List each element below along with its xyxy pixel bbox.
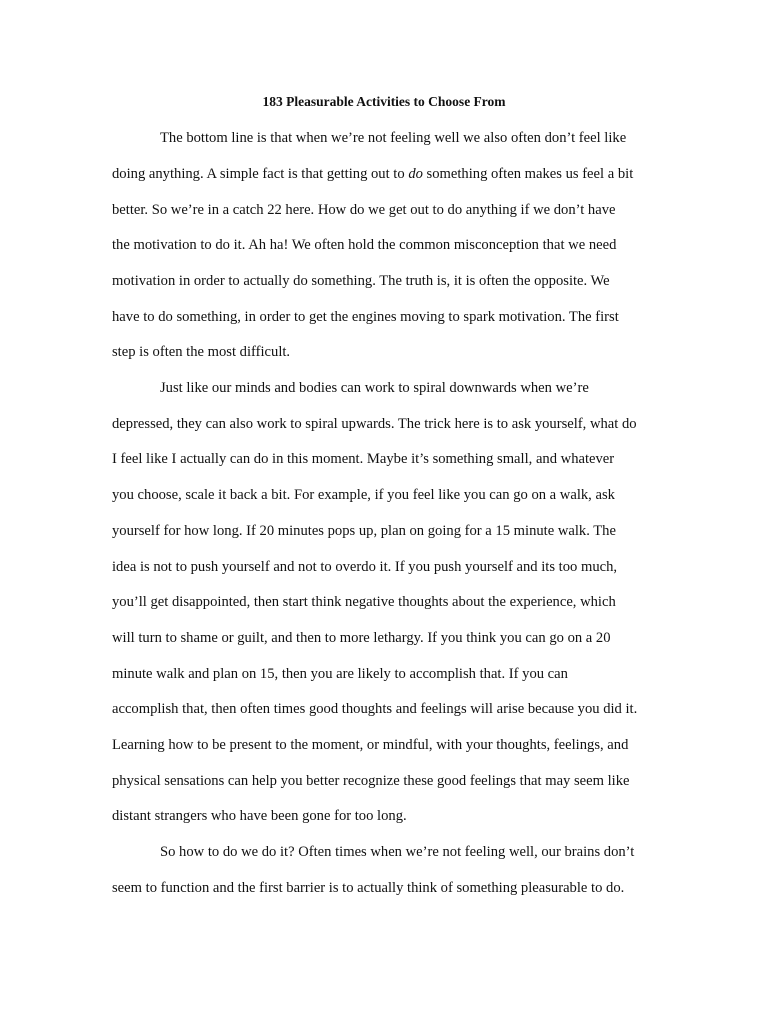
text-line: the motivation to do it. Ah ha! We often hold the common misconception that we need [112,237,617,253]
text-line: minute walk and plan on 15, then you are likely to accomplish that. If you can [112,666,568,682]
text-line: idea is not to push yourself and not to overdo it. If you push yourself and its too much, [112,559,618,575]
text-line: I feel like I actually can do in this moment. Maybe it’s something small, and whatever [112,451,615,467]
text-line: Just like our minds and bodies can work to spiral downwards when we’re [160,380,589,396]
text-line: will turn to shame or guilt, and then to more lethargy. If you think you can go on a 20 [112,630,611,646]
text-line: better. So we’re in a catch 22 here. How do we get out to do anything if we don’t have [112,202,616,218]
text-line: So how to do we do it? Often times when we’re not feeling well, our brains don’t [160,844,635,860]
text-line: depressed, they can also work to spiral upwards. The trick here is to ask yourself, what do [112,416,637,432]
text-line: have to do something, in order to get the engines moving to spark motivation. The first [112,309,619,325]
text-line: step is often the most difficult. [112,344,291,360]
page-title: 183 Pleasurable Activities to Choose From [262,94,506,109]
text-line: motivation in order to actually do something. The truth is, it is often the opposite. We [112,273,610,289]
text-line: doing anything. A simple fact is that getting out to do something often makes us feel a bit [112,166,634,182]
text-line: yourself for how long. If 20 minutes pops up, plan on going for a 15 minute walk. The [112,523,616,539]
emphasis-do: do [408,166,423,182]
text-line: you choose, scale it back a bit. For example, if you feel like you can go on a walk, ask [112,487,615,503]
text-line: Learning how to be present to the moment, or mindful, with your thoughts, feelings, and [112,737,629,753]
text-line: The bottom line is that when we’re not feeling well we also often don’t feel like [160,130,627,146]
text-line: seem to function and the first barrier is to actually think of something pleasurable to do. [112,880,625,896]
text-line: physical sensations can help you better recognize these good feelings that may seem like [112,773,630,789]
text-line: you’ll get disappointed, then start think negative thoughts about the experience, which [112,594,616,610]
text-line: distant strangers who have been gone for too long. [112,808,407,824]
text-line: accomplish that, then often times good thoughts and feelings will arise because you did it. [112,701,638,717]
